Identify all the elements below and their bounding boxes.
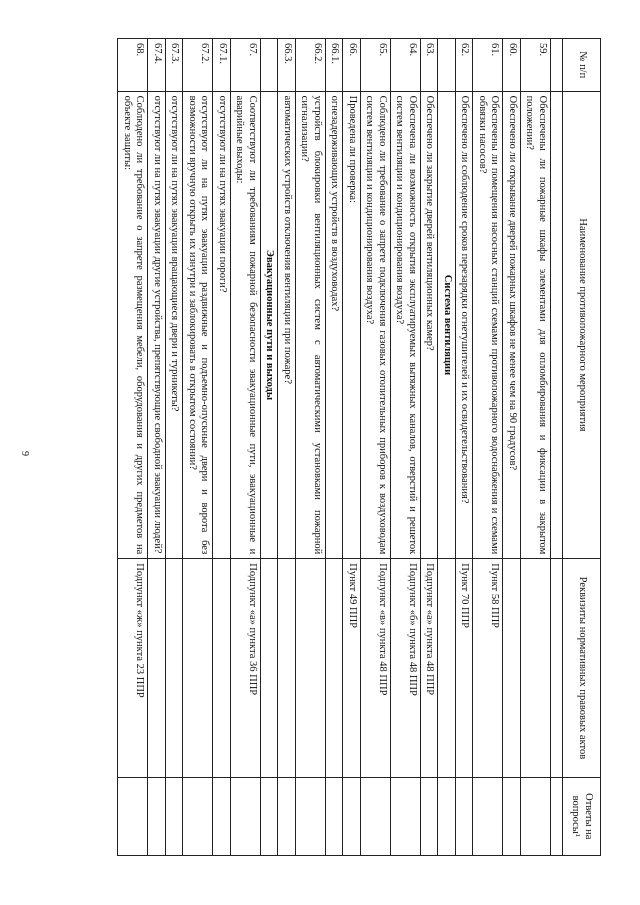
- row-text: Обеспечено ли открывание дверей пожарных шкафов не менее чем на 90 градусов?: [503, 91, 521, 559]
- row-text: Соблюдено ли требование о запрете подключения газовых отопительных приборов к воздуховодам систем вентиляции и кондиционирования воздуха?: [361, 91, 391, 559]
- section-row-ventilation: [438, 39, 456, 856]
- row-ref: Подпункт «а» пункта 48 ППР: [421, 559, 439, 777]
- row-num: 67.: [231, 39, 261, 92]
- row-ref: [326, 559, 344, 777]
- row-text: Обеспечены ли пожарные шкафы элементами для опломбирования и фиксации в закрытом положении?: [521, 91, 551, 559]
- row-text: Обеспечено ли соблюдение сроков перезарядки огнетушителей и их освидетельствования?: [456, 91, 474, 559]
- row-text: Проведена ли проверка:: [343, 91, 361, 559]
- header-name: Наименование противопожарного мероприятия: [563, 91, 601, 559]
- fire-safety-checklist-table: [118, 38, 602, 856]
- row-answer[interactable]: [118, 777, 148, 855]
- section-title: Система вентиляции: [438, 91, 456, 559]
- row-text: автоматических устройств отключения вентиляции при пожаре?: [278, 91, 296, 559]
- row-num: 61.: [473, 39, 503, 92]
- row-answer[interactable]: [473, 777, 503, 855]
- row-ref: Подпункт «а» пункта 36 ППР: [231, 559, 261, 777]
- row-num: 66.1.: [326, 39, 344, 92]
- rotated-page: [37, 38, 601, 856]
- row-num: 68.: [118, 39, 148, 92]
- table-row: [278, 39, 296, 856]
- row-answer[interactable]: [278, 777, 296, 855]
- spacer-row: [551, 39, 563, 856]
- row-num: 66.: [343, 39, 361, 92]
- table-row: [361, 39, 391, 856]
- row-answer[interactable]: [503, 777, 521, 855]
- row-num: 67.2.: [183, 39, 213, 92]
- table-row: [296, 39, 326, 856]
- section-row-evacuation: [261, 39, 279, 856]
- row-ref: Пункт 49 ППР: [343, 559, 361, 777]
- row-ref: Пункт 70 ППР: [456, 559, 474, 777]
- row-ref: [521, 559, 551, 777]
- row-ref: Подпункт «ж» пункта 23 ППР: [118, 559, 148, 777]
- row-ref: [213, 559, 231, 777]
- table-row: [473, 39, 503, 856]
- table-row: [521, 39, 551, 856]
- header-num: № п/п: [563, 39, 601, 92]
- row-num: 66.3.: [278, 39, 296, 92]
- row-num: 59.: [521, 39, 551, 92]
- row-answer[interactable]: [361, 777, 391, 855]
- row-answer[interactable]: [296, 777, 326, 855]
- table-row: [456, 39, 474, 856]
- row-ref: Подпункт «в» пункта 48 ППР: [361, 559, 391, 777]
- row-answer[interactable]: [231, 777, 261, 855]
- row-text: огнезадерживающих устройств в воздуховодах?: [326, 91, 344, 559]
- row-num: 60.: [503, 39, 521, 92]
- row-text: устройств блокировки вентиляционных систем с автоматическими установками пожарной сигнализации?: [296, 91, 326, 559]
- row-answer[interactable]: [148, 777, 166, 855]
- table-header-row: [563, 39, 601, 856]
- row-num: 67.1.: [213, 39, 231, 92]
- row-ref: [296, 559, 326, 777]
- row-ref: [503, 559, 521, 777]
- table-row: [503, 39, 521, 856]
- row-answer[interactable]: [326, 777, 344, 855]
- row-answer[interactable]: [391, 777, 421, 855]
- table-row: [391, 39, 421, 856]
- table-row: [183, 39, 213, 856]
- table-row: [421, 39, 439, 856]
- table-row: [118, 39, 148, 856]
- page-number: 9: [19, 451, 30, 456]
- row-num: 67.3.: [166, 39, 184, 92]
- row-ref: [183, 559, 213, 777]
- row-text: отсутствуют ли на путях эвакуации вращающиеся двери и турникеты?: [166, 91, 184, 559]
- row-num: 64.: [391, 39, 421, 92]
- row-ref: [278, 559, 296, 777]
- table-row: [231, 39, 261, 856]
- table-row: [166, 39, 184, 856]
- section-title: Эвакуационные пути и выходы: [261, 91, 279, 559]
- table-row: [343, 39, 361, 856]
- row-answer[interactable]: [421, 777, 439, 855]
- row-text: Обеспечена ли возможность открытия эксплуатируемых вытяжных каналов, отверстий и решеток систем вентиляции и кондиционирования воздуха?: [391, 91, 421, 559]
- table-row: [213, 39, 231, 856]
- row-num: 67.4.: [148, 39, 166, 92]
- row-text: Соответствуют ли требованиям пожарной безопасности эвакуационные пути, эвакуационные и аварийные выходы:: [231, 91, 261, 559]
- row-answer[interactable]: [521, 777, 551, 855]
- row-num: 62.: [456, 39, 474, 92]
- row-text: Соблюдено ли требование о запрете размещения мебели, оборудования и других предметов на объекте защиты:: [118, 91, 148, 559]
- row-ref: Пункт 58 ППР: [473, 559, 503, 777]
- row-text: отсутствуют ли на путях эвакуации другие устройства, препятствующие свободной эвакуации людей?: [148, 91, 166, 559]
- row-ref: Подпункт «б» пункта 48 ППР: [391, 559, 421, 777]
- row-answer[interactable]: [166, 777, 184, 855]
- row-text: отсутствуют ли на путях эвакуации раздвижные и подъемно-опускные двери и ворота без возможности вручную открыть их изнутри и заблокировать в открытом состоянии?: [183, 91, 213, 559]
- row-answer[interactable]: [456, 777, 474, 855]
- row-ref: [166, 559, 184, 777]
- row-text: Обеспечено ли закрытие дверей вентиляционных камер?: [421, 91, 439, 559]
- row-text: Обеспечены ли помещения насосных станций схемами противопожарного водоснабжения и схемами обвязки насосов?: [473, 91, 503, 559]
- row-ref: [148, 559, 166, 777]
- header-ref: Реквизиты нормативных правовых актов: [563, 559, 601, 777]
- row-num: 66.2.: [296, 39, 326, 92]
- header-answer: Ответы на вопросы¹: [563, 777, 601, 855]
- row-answer[interactable]: [213, 777, 231, 855]
- row-answer[interactable]: [343, 777, 361, 855]
- row-num: 65.: [361, 39, 391, 92]
- row-text: отсутствуют ли на путях эвакуации пороги?: [213, 91, 231, 559]
- table-row: [326, 39, 344, 856]
- row-answer[interactable]: [183, 777, 213, 855]
- table-row: [148, 39, 166, 856]
- row-num: 63.: [421, 39, 439, 92]
